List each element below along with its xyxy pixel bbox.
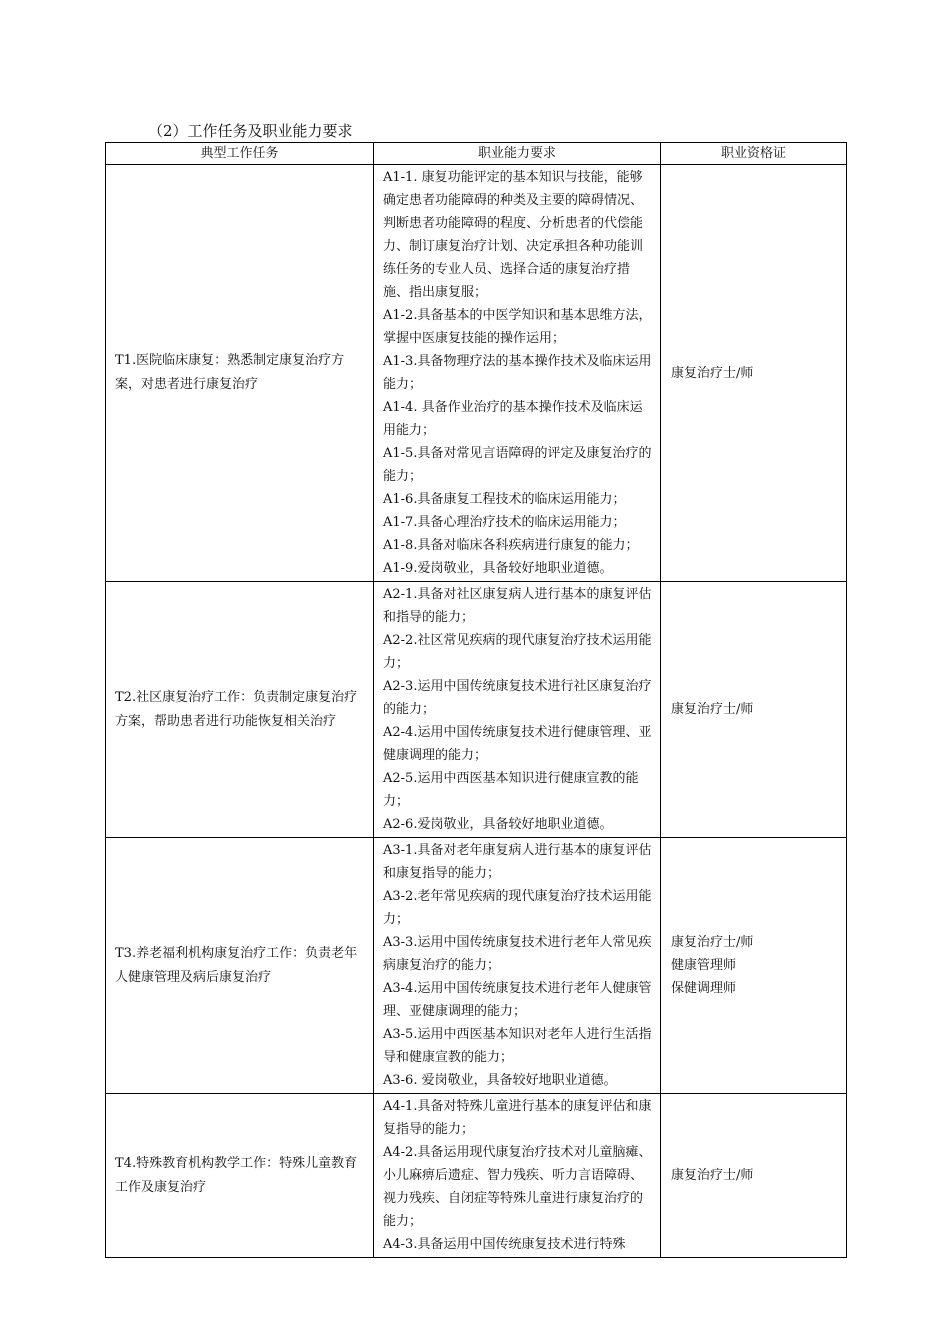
requirement-item: A2-4.运用中国传统康复技术进行健康管理、亚健康调理的能力； <box>383 725 652 763</box>
header-typical-task: 典型工作任务 <box>106 143 374 165</box>
requirement-item: A3-4.运用中国传统康复技术进行老年人健康管理、亚健康调理的能力； <box>383 981 652 1019</box>
requirement-item: A1-2.具备基本的中医学知识和基本思维方法，掌握中医康复技能的操作运用； <box>383 308 652 346</box>
requirements-cell <box>374 1094 661 1258</box>
certificate-item: 康复治疗士/师 <box>671 365 754 381</box>
requirement-item: A1-8.具备对临床各科疾病进行康复的能力； <box>383 538 639 553</box>
table-row <box>106 582 847 838</box>
task-cell: T4.特殊教育机构教学工作：特殊儿童教育工作及康复治疗 <box>106 1094 374 1258</box>
table-header-row <box>106 143 847 165</box>
certificate-cell <box>661 838 847 1094</box>
certificate-cell <box>661 165 847 582</box>
certificate-item: 康复治疗士/师 <box>671 1168 754 1183</box>
requirement-item: A1-9.爱岗敬业，具备较好地职业道德。 <box>383 561 613 576</box>
table-row <box>106 165 847 582</box>
requirement-item: A3-1.具备对老年康复病人进行基本的康复评估和康复指导的能力； <box>383 843 652 881</box>
header-ability-requirements: 职业能力要求 <box>374 143 661 165</box>
certificate-item: 保健调理师 <box>671 981 737 996</box>
requirement-item: A3-6. 爱岗敬业，具备较好地职业道德。 <box>383 1073 617 1088</box>
requirement-item: A2-1.具备对社区康复病人进行基本的康复评估和指导的能力； <box>383 587 652 625</box>
requirement-item: A1-7.具备心理治疗技术的临床运用能力； <box>383 515 626 530</box>
certificate-item: 康复治疗士/师 <box>671 702 754 717</box>
requirement-item: A1-5.具备对常见言语障碍的评定及康复治疗的能力； <box>383 446 652 484</box>
requirement-item: A1-1. 康复功能评定的基本知识与技能，能够确定患者功能障碍的种类及主要的障碍情况、判断患者功能障碍的程度、分析患者的代偿能力、制订康复治疗计划、决定承担各种功能训练任务的专业人员、选择合适的康复治疗措施、指出康复服； <box>383 170 644 300</box>
requirement-item: A4-3.具备运用中国传统康复技术进行特殊 <box>383 1237 626 1252</box>
requirement-item: A3-5.运用中西医基本知识对老年人进行生活指导和健康宣教的能力； <box>383 1027 652 1065</box>
requirement-item: A1-4. 具备作业治疗的基本操作技术及临床运用能力； <box>383 400 643 438</box>
certificate-item: 健康管理师 <box>671 958 737 973</box>
task-cell: T2.社区康复治疗工作：负责制定康复治疗方案，帮助患者进行功能恢复相关治疗 <box>106 582 374 838</box>
certificate-cell <box>661 582 847 838</box>
table-row <box>106 1094 847 1258</box>
requirement-item: A3-2.老年常见疾病的现代康复治疗技术运用能力； <box>383 889 652 927</box>
task-cell: T3.养老福利机构康复治疗工作：负责老年人健康管理及病后康复治疗 <box>106 838 374 1094</box>
requirement-item: A2-5.运用中西医基本知识进行健康宣教的能力； <box>383 771 639 809</box>
requirement-item: A1-6.具备康复工程技术的临床运用能力； <box>383 492 626 507</box>
task-ability-table <box>105 142 847 1258</box>
requirements-cell <box>374 838 661 1094</box>
requirements-cell <box>374 165 661 582</box>
header-qualification-certificate: 职业资格证 <box>661 143 847 165</box>
requirement-item: A1-3.具备物理疗法的基本操作技术及临床运用能力； <box>383 354 652 392</box>
requirements-cell <box>374 582 661 838</box>
requirement-item: A3-3.运用中国传统康复技术进行老年人常见疾病康复治疗的能力； <box>383 935 652 973</box>
certificate-cell <box>661 1094 847 1258</box>
requirement-item: A4-2.具备运用现代康复治疗技术对儿童脑瘫、小儿麻痹后遗症、智力残疾、听力言语障碍、视力残疾、自闭症等特殊儿童进行康复治疗的能力； <box>383 1145 652 1229</box>
requirement-item: A2-6.爱岗敬业，具备较好地职业道德。 <box>383 817 613 832</box>
certificate-item: 康复治疗士/师 <box>671 935 754 950</box>
requirement-item: A4-1.具备对特殊儿童进行基本的康复评估和康复指导的能力； <box>383 1099 652 1137</box>
task-cell: T1.医院临床康复：熟悉制定康复治疗方案，对患者进行康复治疗 <box>106 165 374 582</box>
requirement-item: A2-2.社区常见疾病的现代康复治疗技术运用能力； <box>383 633 652 671</box>
table-row <box>106 838 847 1094</box>
section-title: （2）工作任务及职业能力要求 <box>148 122 353 140</box>
requirement-item: A2-3.运用中国传统康复技术进行社区康复治疗的能力； <box>383 679 652 717</box>
